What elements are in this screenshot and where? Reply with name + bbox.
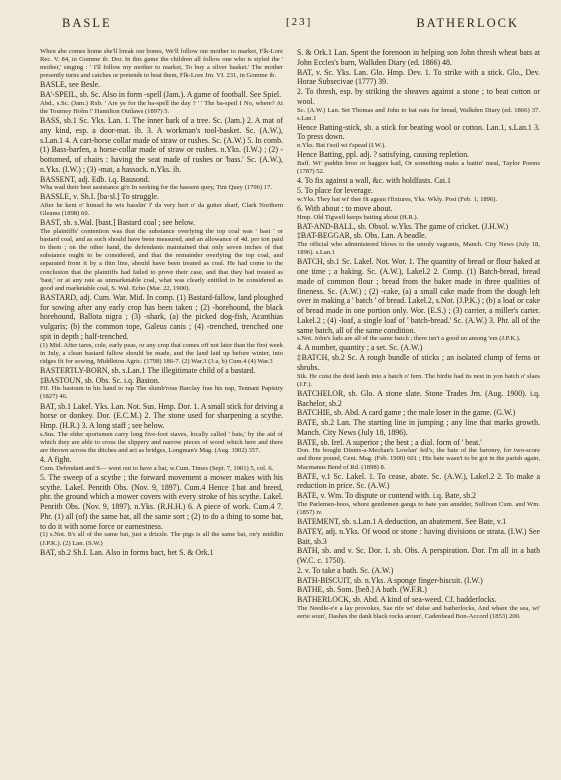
dictionary-entry: BASS, sb.1 Sc. Yks. Lan. 1. The inner bark of a tree. Sc. (Jam.) 2. A mat of any kind, esp. a door-mat. ib. 3. A workman's tool-basket. Sc. (A.W.), s.Lan.1 4. A cart-horse collar made of straw or rushes. Sc. (A.W.) 5. In comb. (1) Bass-barfen, a horse-collar made of straw or rushes. n.Yks. (I.W.) ; (2) -bottomed, of chairs : having the seat made of rushes or 'bass.' Sc. (A.W.), n.Yks. (I.W.) ; (3) -mat, a hassock. n.Yks. ib. [40, 116, 283, 174]
citation-text: s.Sus. The elder sportsmen carry long five-foot staves, locally called ' bats,' by the aid of which they are able to cross the slippery and narrow pieces of wood which here and there are thrown across the ditches and act as bridges, Longman's Mag. (Aug. 1902) 357. [40, 430, 283, 454]
dictionary-entry: Hence Batting, ppl. adj. ? satisfying, causing repletion. [297, 150, 470, 160]
dictionary-entry: BATHE, sb. Som. [beð.] A bath. (W.F.R.) [297, 585, 427, 595]
dictionary-entry: BATHERLOCK, sb. Abd. A kind of sea-weed. Cf. badderlocks. [297, 595, 497, 605]
header-right: BATHERLOCK [416, 16, 519, 30]
dictionary-entry: BAT-AND-BALL, sb. Obsol. w.Yks. The game of cricket. (J.H.W.) [297, 221, 509, 231]
dictionary-entry: BASSLE, v. Sh.I. [ba·sl.] To struggle. [40, 192, 159, 202]
dictionary-entry: BA'-SPEIL, sb. Sc. Also in form -spell (Jam.). A game of football. See Spiel. [40, 90, 282, 100]
dictionary-entry: BATE, v. Wm. To dispute or contend with. i.q. Bate, sb.2 [297, 491, 477, 501]
citation-text: (1) Mid. After tares, cole, early peas, or any crop that comes off not later than the first week in July, a clean bastard fallow should be made, and the land laid up before winter, into ridges fit for sowing, Middleton Agric. (1798) 186-7. (2) War.3 (3 a, b) Cum.4 (4) War.3 [40, 341, 283, 365]
citation-text: Don. He bought Dinnis-a-Mechan's Lowlan' feil's, the bate of the baronry, for two-score and three pound, Cent. Mag. (Feb. 1900) 601 ; His bate wasn't to be got in the parish again, Macmanus Bend of Rd. (1898) 8. [297, 447, 540, 471]
dictionary-entry: 5. To place for leverage. [297, 185, 373, 195]
citation-text: When abe comes home she'll break our bones, We'll follow our mother to market, Flk-Lore Rec. V. 84, in Gomme ib. Dor. In this game the children all follow one who is styled the ' mother,' singing : ' I'll follow my mother to market, To buy a silver basket.' The mother presently turns and catches or pretends to beat them, Flk-Lore Jrn. VI. 231, in Gomme ib. [40, 48, 283, 80]
running-header [40, 14, 541, 32]
citation-text: s.Not. John's lads are all of the same batch ; there isn't a good un among 'em (J.P.K.). [297, 335, 521, 343]
dictionary-entry: BATCH, sb.1 Sc. Lakel. Not. Wor. 1. The quantity of bread or flour baked at one time ; a baking. Sc. (A.W.), Lakel.2 2. Comp. (1) Batch-bread, bread made of common flour ; bread from the baker made in three qualities of fineness. Sc. (A.W.) ; (2) -cake, (a) a small cake made from the dough left over in making a ' batch ' of bread. Lakel.2, s.Not. (J.P.K.) ; (b) a loaf or cake of bread made in one portion only. Wor. (E.S.) ; (3) carrier, a miller's carter. Lakel.2 ; (4) -loaf, a single loaf of ' batch-bread.' Sc. (A.W.) 3. Phr. all of the same batch, all of the same condition. [297, 257, 540, 335]
header-left: BASLE [62, 16, 112, 30]
left-column [40, 48, 283, 621]
dictionary-entry: BATH, sb. and v. Sc. Dor. 1. sb. Obs. A perspiration. Dor. I'm all in a bath (W.C. c. 1750). [297, 546, 540, 566]
citation-text: Fif. His bastoun in his hand to rap The slumb'rous Barclay frae his nap, Tennant Papistry (1827) 46. [40, 385, 283, 401]
dictionary-entry: BATEMENT, sb. s.Lan.1 A deduction, an abatement. See Bate, v.1 [297, 517, 507, 527]
dictionary-entry: BAST, sb. s.Wal. [bast.] Bastard coal ; see below. [40, 218, 196, 228]
dictionary-entry: BASLE, see Besle. [40, 80, 101, 90]
dictionary-entry: BATCHIE, sb. Abd. A card game ; the male loser in the game. (G.W.) [297, 408, 516, 418]
citation-text: Baff. Wi' puddin broo or haggies kail, Or something maks a battin' meal, Taylor Poems (1787) 52. [297, 160, 540, 176]
dictionary-entry: ‡BAT-BEGGAR, sb. Obs. Lan. A beadle. [297, 231, 427, 241]
citation-text: n.Yks. Bat t'soil wi t'spead (I.W.). [297, 142, 386, 150]
dictionary-entry: BATE, v.1 Sc. Lakel. 1. To cease, abate. Sc. (A.W.), Lakel.2 2. To make a reduction in price. Sc. (A.W.) [297, 471, 540, 491]
dictionary-entry: ‡BATCH, sb.2 Sc. A rough bundle of sticks ; an isolated clump of ferns or shrubs. [297, 353, 540, 372]
citation-text: The Parlemen-hoos, whore gentlemen gangs to bate yan anudder, Sullivan Cum. and Wm. (1857) iv. [297, 500, 540, 516]
right-column [297, 48, 540, 621]
citation-text: The plaintiffs' contention was that the substance overlying the top coal was ' bast ' or bastard coal, and as such should have been measured, and an allowance of 4d. per ton paid to them ; on the other hand, the defendants maintained that only seven inches of that substance ought to be considered, and that the remainder overlying the top coal, and separated from it by a thin line, should have been treated as coal. He had come to the conclusion that the plaintiffs had failed to prove their case, and that they had treated as 'bast,' or at any rate as unmarketable coal, what was clearly entitled to be considered as good and marketable coal, S. Wal. Echo (Mar. 22, 1900). [40, 228, 283, 292]
dictionary-entry: BAT, sb.2 Sh.I. Lan. Also in forms bact, bet S. & Ork.1 [40, 547, 214, 557]
dictionary-entry: S. & Ork.1 Lan. Spent the forenoon in helping son John thresh wheat bats at John Eccles's barn, Walkden Diary (ed. 1866) 48. [297, 48, 540, 67]
citation-text: Stk. He cuist the deid lamb into a batch o' fern. The birdie had its nest in yon batch o' slaes (J.F.). [297, 372, 540, 388]
dictionary-entry: BATE, sb. Irel. A superior ; the best ; a dial. form of ' beat.' [297, 437, 482, 447]
citation-text: Abd., s.Sc. (Jam.) Rxb. ' Are ye for the ba-spell the day ? ' ' The ba-speil I No, where? At the Tourney Holm !' Hamilton Outlaws (1897) 5. [40, 99, 283, 115]
dictionary-entry: BAT, v. Sc. Yks. Lan. Glo. Hmp. Dev. 1. To strike with a stick. Glo., Dev. Horae Subsecivae (1777) 39. [297, 67, 540, 87]
citation-text: The official who administered blows to the unruly vagrants, Manch. City News (July 18, 1896). s.Lan.1 [297, 241, 540, 257]
dictionary-entry: BASTARD, adj. Cum. War. Mid. In comp. (1) Bastard-fallow, land ploughed for sowing after any early crop has been taken ; (2) -horehound, the black horehound, Ballota nigra ; (3) -shark, (a) the picked dog-fish, Acanthias vulgaris; (b) the common tope, Galeus canis ; (4) -trenched, trenched one spit in depth ; half-trenched. [40, 292, 283, 341]
dictionary-entry: 4. To fix against a wall, &c. with holdfasts. Cai.1 [297, 176, 451, 186]
citation-text: Sc. (A.W.) Lan. Set Thomas and John to bat oats for bread, Walkden Diary (ed. 1866) 37. s.Lan.1 [297, 106, 540, 122]
citation-text: Wha wad their best assistance gi'e In seeking for the bassent quey, Tint Quey (1796) 17. [40, 184, 273, 192]
citation-text: w.Yks. They bat wi' ther fit agean t'fixtures, Yks. Wkly. Post (Feb. 1, 1896). [297, 195, 498, 203]
dictionary-entry: BATCHELOR, sb. Glo. A stone slate. Stone Trades Jrn. (Aug. 1900). i.q. Bachelor, sb.2 [297, 388, 540, 408]
citation-text: After he kent o' himsel he wis basslin' f' da very hert o' da gutter sharf, Clark Northern Gleams (1898) 60. [40, 202, 283, 218]
page-number: [23] [286, 16, 313, 28]
dictionary-entry: BAT, sb.1 Lakel. Yks. Lan. Not. Sus. Hmp. Dor. 1. A small stick for driving a horse or donkey. Dor. (E.C.M.) 2. The stone used for sharpening a scythe. Hmp. (H.R.) 3. A long staff ; see below. [40, 401, 283, 431]
dictionary-entry: BASTERTLY-BORN, sb. s.Lan.1 The illegitimate child of a bastard. [40, 365, 256, 375]
dictionary-entry: ‡BASTOUN, sb. Obs. Sc. i.q. Baston. [40, 375, 160, 385]
two-column-body [40, 48, 541, 621]
citation-text: Hmp. Old Tigwell keeps batting about (H.R.). [297, 213, 419, 221]
citation-text: (1) s.Not. It's all of the same bat, just a drizzle. The pigs is all the same bat, on'y middlin (J.P.K.). (2) Lan. (S.W.) [40, 531, 283, 547]
dictionary-entry: 2. To thresh, esp. by striking the sheaves against a stone ; to beat cotton or wool. [297, 87, 540, 106]
citation-text: The Needle-e'e a lay provokes, Sae rife wi' dulse and batherlocks, And whare the sea, wi' eerie soun', Dashes the dank black rocks aroun', Cadenhead Bon-Accord (1853) 200. [297, 604, 540, 620]
dictionary-entry: 6. With about : to move about. [297, 203, 393, 213]
dictionary-entry: 4. A number, quantity ; a set. Sc. (A.W.) [297, 343, 423, 353]
dictionary-entry: Hence Batting-stick, sb. a stick for beating wool or cotton. Lan.1, s.Lan.1 3. To press down. [297, 122, 540, 142]
dictionary-entry: 5. The sweep of a scythe ; the forward movement a mower makes with his scythe. Lakel. Penrith Obs. (Nov. 9, 1897). Cum.4 Hence ‡bat and breed, phr. the ground which a mower covers with every stroke of his scythe. Lakel. Penrith Obs. (Nov. 9, 1897). n.Yks. (R.H.H.) 6. A piece of work. Cum.4 7. Phr. (1) all (of) the same bat, all the same sort ; (2) to do a thing to some bat, to do it with some force or earnestness. [40, 472, 283, 531]
dictionary-entry: 2. v. To take a bath. Sc. (A.W.) [297, 565, 394, 575]
citation-text: Cum. Defendant and S— went out to have a bat, w.Cum. Times (Sept. 7, 1901) 5, col. 6. [40, 464, 274, 472]
dictionary-entry: BASSENT, adj. Edb. i.q. Bausond. [40, 174, 150, 184]
dictionary-entry: BATEY, adj. n.Yks. Of wood or stone : having divisions or strata. (I.W.) See Bait, sb.3 [297, 526, 540, 546]
dictionary-entry: 4. A fight. [40, 455, 72, 465]
dictionary-entry: BATH-BISCUIT, sb. n.Yks. A sponge finger-biscuit. (I.W.) [297, 575, 483, 585]
dictionary-entry: BATE, sb.2 Lan. The starting line in jumping ; any line that marks growth. Manch. City News (July 18, 1896). [297, 418, 540, 437]
